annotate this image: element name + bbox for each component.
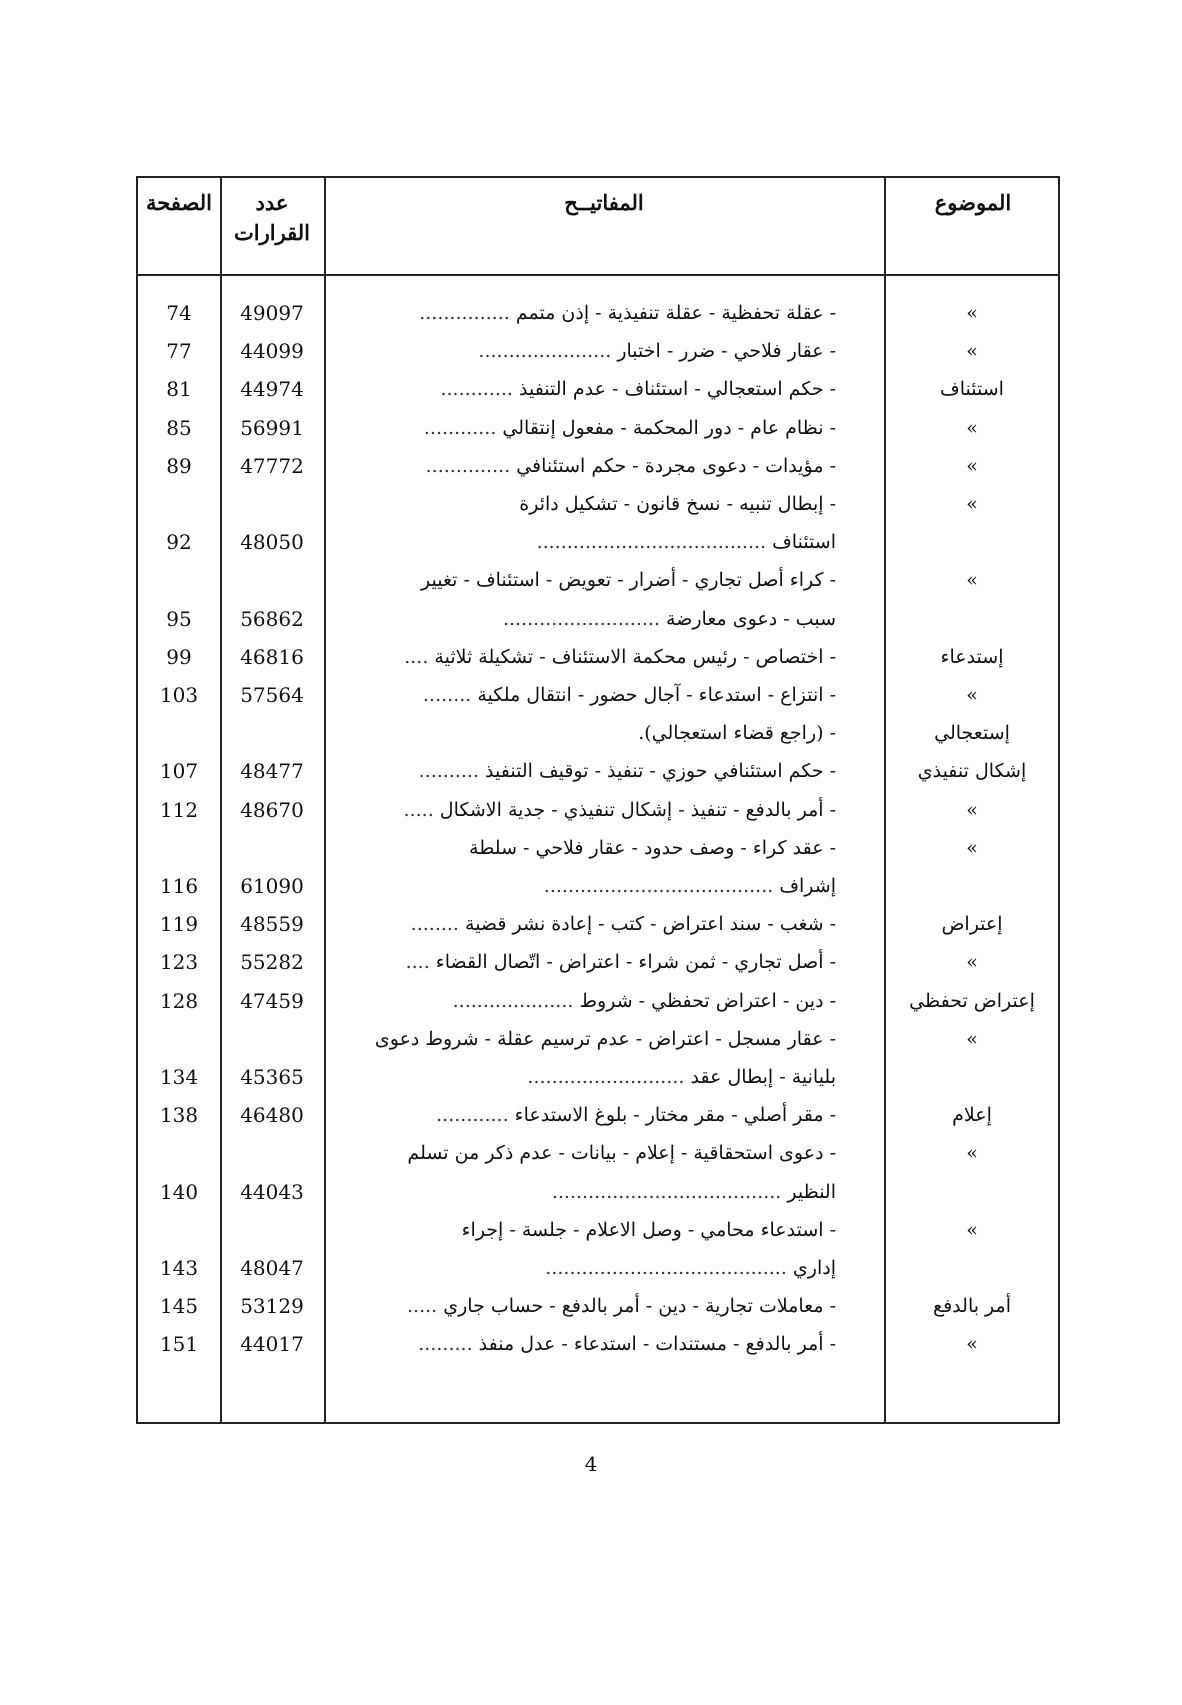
header-page: الصفحة bbox=[146, 190, 212, 215]
row-keywords bbox=[336, 409, 836, 447]
row-leader-dots: ........ bbox=[410, 913, 466, 936]
row-page: 99 bbox=[166, 644, 192, 669]
row-page: 134 bbox=[159, 1065, 199, 1089]
row-leader-dots: ........ bbox=[423, 684, 478, 706]
row-keywords bbox=[336, 1287, 836, 1325]
row-topic bbox=[884, 1173, 1060, 1211]
row-decision-number: 48477 bbox=[240, 759, 304, 784]
row-keywords-text: - عقلة تحفظية - عقلة تنفيذية - إذن متمم bbox=[515, 302, 836, 324]
row-topic: » bbox=[966, 340, 978, 363]
table-row bbox=[138, 905, 1058, 943]
row-page: 77 bbox=[166, 339, 192, 364]
row-topic: » bbox=[966, 1333, 978, 1356]
row-page: 119 bbox=[159, 912, 199, 937]
row-keywords-text: إشراف bbox=[779, 875, 836, 897]
row-page bbox=[138, 1020, 220, 1058]
row-topic: إعلام bbox=[952, 1104, 992, 1127]
row-keywords-text: بليانية - إبطال عقد bbox=[690, 1066, 836, 1088]
row-keywords bbox=[336, 752, 836, 790]
row-leader-dots: .... bbox=[404, 645, 435, 668]
table-row bbox=[138, 1249, 1058, 1287]
row-topic bbox=[884, 1249, 1060, 1287]
row-leader-dots: ...................... bbox=[478, 340, 618, 363]
table-row bbox=[138, 1173, 1058, 1211]
row-page: 143 bbox=[159, 1256, 199, 1280]
row-keywords bbox=[336, 791, 836, 829]
row-decision-number: 56862 bbox=[240, 606, 304, 631]
row-topic: إستدعاء bbox=[940, 645, 1004, 668]
row-decision-number: 46480 bbox=[240, 1103, 304, 1128]
row-leader-dots: ...................................... bbox=[543, 875, 780, 897]
row-decision-number: 61090 bbox=[240, 874, 304, 898]
row-page: 145 bbox=[159, 1294, 199, 1319]
row-leader-dots: ............ bbox=[436, 1104, 515, 1127]
row-keywords bbox=[336, 1020, 836, 1058]
row-leader-dots: .... bbox=[405, 951, 436, 974]
row-decision-number: 48047 bbox=[240, 1256, 304, 1280]
row-decision-number: 44043 bbox=[240, 1179, 304, 1204]
row-page: 123 bbox=[159, 950, 199, 975]
row-keywords bbox=[336, 447, 836, 485]
table-row bbox=[138, 600, 1058, 638]
row-decision-number: 53129 bbox=[240, 1294, 304, 1319]
table-row bbox=[138, 1325, 1058, 1363]
row-decision-number bbox=[220, 485, 324, 523]
table-row bbox=[138, 982, 1058, 1020]
row-keywords bbox=[336, 1134, 836, 1172]
row-leader-dots: ............ bbox=[423, 416, 503, 439]
row-decision-number: 49097 bbox=[240, 301, 304, 325]
table-row bbox=[138, 294, 1058, 332]
row-page: 140 bbox=[159, 1179, 199, 1204]
table-row bbox=[138, 523, 1058, 561]
row-keywords bbox=[336, 714, 836, 752]
row-keywords-text: - إبطال تنبيه - نسخ قانون - تشكيل دائرة bbox=[519, 493, 836, 515]
row-leader-dots: ..... bbox=[407, 1295, 444, 1318]
row-keywords bbox=[336, 485, 836, 523]
row-keywords bbox=[336, 1325, 836, 1363]
row-page: 74 bbox=[166, 301, 192, 325]
row-keywords-text: - استدعاء محامي - وصل الاعلام - جلسة - إجراء bbox=[461, 1218, 836, 1241]
row-leader-dots: .................... bbox=[452, 989, 580, 1012]
row-decision-number bbox=[220, 561, 324, 599]
row-decision-number: 48050 bbox=[240, 530, 304, 555]
row-page: 81 bbox=[166, 377, 192, 402]
table-row bbox=[138, 1287, 1058, 1325]
row-keywords-text: - عقار مسجل - اعتراض - عدم ترسيم عقلة - شروط دعوى bbox=[374, 1027, 836, 1050]
header-divider bbox=[138, 274, 1058, 276]
row-decision-number bbox=[220, 1211, 324, 1249]
row-page bbox=[138, 1134, 220, 1172]
row-page: 95 bbox=[166, 606, 192, 631]
row-keywords bbox=[336, 1211, 836, 1249]
row-keywords-text: - عقد كراء - وصف حدود - عقار فلاحي - سلطة bbox=[469, 836, 836, 859]
table-row bbox=[138, 1020, 1058, 1058]
row-keywords bbox=[336, 1058, 836, 1096]
row-keywords-text: - نظام عام - دور المحكمة - مفعول إنتقالي bbox=[502, 416, 836, 439]
row-topic: » bbox=[966, 798, 978, 821]
row-topic: استئناف bbox=[940, 378, 1004, 401]
table-row bbox=[138, 1058, 1058, 1096]
row-leader-dots: ............ bbox=[440, 378, 519, 401]
row-decision-number bbox=[220, 829, 324, 867]
page-number: 4 bbox=[584, 1452, 598, 1476]
row-page: 151 bbox=[159, 1332, 199, 1357]
row-topic: » bbox=[966, 569, 978, 592]
row-keywords-text: - دعوى استحقاقية - إعلام - بيانات - عدم ذكر من تسلم bbox=[407, 1142, 836, 1165]
row-leader-dots: ...................................... bbox=[536, 531, 773, 554]
row-topic: إعتراض تحفظي bbox=[909, 989, 1035, 1012]
row-keywords bbox=[336, 829, 836, 867]
row-topic: » bbox=[966, 684, 978, 706]
row-page: 89 bbox=[166, 453, 192, 478]
row-keywords-text: - مقر أصلي - مقر مختار - بلوغ الاستدعاء bbox=[514, 1104, 836, 1127]
row-keywords bbox=[336, 523, 836, 561]
table-row bbox=[138, 370, 1058, 408]
row-keywords-text: - (راجع قضاء استعجالي). bbox=[638, 722, 836, 745]
row-keywords-text: - حكم استئنافي حوزي - تنفيذ - توقيف التنفيذ bbox=[485, 760, 836, 783]
row-topic: » bbox=[966, 1027, 978, 1050]
row-topic: إشكال تنفيذي bbox=[917, 760, 1027, 783]
row-decision-number: 44017 bbox=[240, 1332, 304, 1357]
row-topic: » bbox=[966, 951, 978, 974]
row-keywords bbox=[336, 1173, 836, 1211]
row-topic bbox=[884, 523, 1060, 561]
row-keywords-text: - أصل تجاري - ثمن شراء - اعتراض - اتّصال القضاء bbox=[435, 951, 836, 974]
row-keywords bbox=[336, 370, 836, 408]
row-keywords bbox=[336, 676, 836, 714]
row-page: 103 bbox=[159, 683, 199, 707]
row-page bbox=[138, 829, 220, 867]
row-keywords bbox=[336, 332, 836, 370]
row-keywords-text: - حكم استعجالي - استئناف - عدم التنفيذ bbox=[518, 378, 836, 401]
table-row bbox=[138, 1211, 1058, 1249]
row-decision-number: 55282 bbox=[240, 950, 304, 975]
row-keywords bbox=[336, 638, 836, 676]
row-decision-number: 44974 bbox=[240, 377, 304, 402]
row-decision-number: 44099 bbox=[240, 339, 304, 364]
row-keywords bbox=[336, 1249, 836, 1287]
table-row bbox=[138, 829, 1058, 867]
table-row bbox=[138, 676, 1058, 714]
table-row bbox=[138, 752, 1058, 790]
row-keywords-text: - معاملات تجارية - دين - أمر بالدفع - حساب جاري bbox=[443, 1295, 836, 1318]
row-decision-number: 45365 bbox=[240, 1065, 304, 1089]
row-leader-dots: ............... bbox=[419, 302, 516, 324]
row-page bbox=[138, 714, 220, 752]
row-topic bbox=[884, 1058, 1060, 1096]
row-page: 138 bbox=[159, 1103, 199, 1128]
row-leader-dots: ..... bbox=[403, 798, 440, 821]
row-page: 128 bbox=[159, 988, 199, 1013]
table-row bbox=[138, 1096, 1058, 1134]
row-keywords bbox=[336, 561, 836, 599]
row-keywords-text: - كراء أصل تجاري - أضرار - تعويض - استئناف - تغيير bbox=[421, 569, 836, 592]
row-decision-number bbox=[220, 714, 324, 752]
row-topic: » bbox=[966, 1218, 978, 1241]
table-row bbox=[138, 561, 1058, 599]
row-topic: إستعجالي bbox=[934, 722, 1010, 745]
row-decision-number: 46816 bbox=[240, 644, 304, 669]
row-keywords bbox=[336, 905, 836, 943]
row-keywords-text: - عقار فلاحي - ضرر - اختبار bbox=[617, 340, 836, 363]
row-page: 112 bbox=[159, 797, 199, 822]
row-keywords-text: استئناف bbox=[772, 531, 836, 554]
row-leader-dots: .......................... bbox=[502, 607, 667, 630]
row-topic: إعتراض bbox=[941, 913, 1003, 936]
row-leader-dots: .......................... bbox=[527, 1066, 691, 1088]
table-row bbox=[138, 1134, 1058, 1172]
row-topic: » bbox=[966, 493, 978, 515]
row-keywords bbox=[336, 867, 836, 905]
row-decision-number: 57564 bbox=[240, 683, 304, 707]
table-row bbox=[138, 485, 1058, 523]
row-keywords bbox=[336, 1096, 836, 1134]
row-decision-number: 56991 bbox=[240, 415, 304, 440]
row-leader-dots: ........................................ bbox=[545, 1257, 793, 1279]
row-leader-dots: ...................................... bbox=[551, 1180, 788, 1203]
row-keywords-text: - مؤيدات - دعوى مجردة - حكم استئنافي bbox=[516, 454, 836, 477]
row-keywords-text: - أمر بالدفع - تنفيذ - إشكال تنفيذي - جدية الاشكال bbox=[439, 798, 836, 821]
row-page: 92 bbox=[166, 530, 192, 555]
header-keywords: المفاتيــح bbox=[564, 190, 644, 215]
row-leader-dots: ......... bbox=[418, 1333, 479, 1356]
row-decision-number bbox=[220, 1134, 324, 1172]
row-leader-dots: .......... bbox=[418, 760, 486, 783]
table-row bbox=[138, 714, 1058, 752]
table-row bbox=[138, 943, 1058, 981]
row-page bbox=[138, 1211, 220, 1249]
row-decision-number: 48670 bbox=[240, 797, 304, 822]
table-row bbox=[138, 332, 1058, 370]
row-keywords-text: سبب - دعوى معارضة bbox=[666, 607, 836, 630]
row-page: 116 bbox=[159, 874, 199, 898]
row-topic: » bbox=[966, 836, 978, 859]
row-page: 85 bbox=[166, 415, 192, 440]
row-keywords-text: - اختصاص - رئيس محكمة الاستئناف - تشكيلة ثلاثية bbox=[434, 645, 836, 668]
row-page: 107 bbox=[159, 759, 199, 784]
row-keywords-text: إداري bbox=[792, 1257, 836, 1279]
row-keywords-text: - دين - اعتراض تحفظي - شروط bbox=[579, 989, 836, 1012]
index-table bbox=[136, 176, 1060, 1424]
table-row bbox=[138, 638, 1058, 676]
table-row bbox=[138, 409, 1058, 447]
row-topic: » bbox=[966, 302, 978, 324]
row-decision-number bbox=[220, 1020, 324, 1058]
row-topic: أمر بالدفع bbox=[932, 1295, 1011, 1318]
row-keywords bbox=[336, 982, 836, 1020]
row-decision-number: 47772 bbox=[240, 453, 304, 478]
header-topic: الموضوع bbox=[934, 190, 1012, 215]
header-decision-count: عدد القرارات bbox=[233, 190, 311, 245]
row-topic bbox=[884, 867, 1060, 905]
row-keywords-text: - أمر بالدفع - مستندات - استدعاء - عدل منفذ bbox=[478, 1333, 836, 1356]
row-decision-number: 47459 bbox=[240, 988, 304, 1013]
row-keywords-text: - شغب - سند اعتراض - كتب - إعادة نشر قضية bbox=[465, 913, 836, 936]
row-leader-dots: .............. bbox=[425, 454, 517, 477]
row-topic: » bbox=[966, 1142, 978, 1165]
row-keywords bbox=[336, 294, 836, 332]
row-keywords bbox=[336, 943, 836, 981]
row-keywords-text: - انتزاع - استدعاء - آجال حضور - انتقال ملكية bbox=[477, 684, 836, 706]
row-topic: » bbox=[966, 454, 978, 477]
row-page bbox=[138, 561, 220, 599]
table-row bbox=[138, 447, 1058, 485]
row-keywords-text: النظير bbox=[787, 1180, 836, 1203]
row-topic bbox=[884, 600, 1060, 638]
table-row bbox=[138, 867, 1058, 905]
row-page bbox=[138, 485, 220, 523]
row-topic: » bbox=[966, 416, 978, 439]
row-decision-number: 48559 bbox=[240, 912, 304, 937]
row-keywords bbox=[336, 600, 836, 638]
table-row bbox=[138, 791, 1058, 829]
